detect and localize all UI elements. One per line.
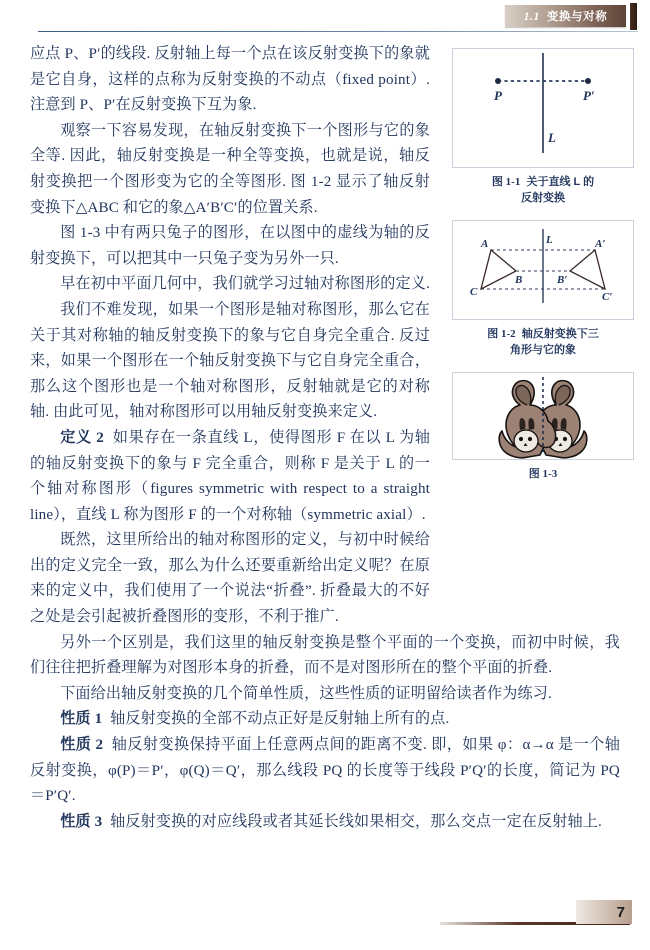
paragraph-1: 应点 P、P′的线段. 反射轴上每一个点在该反射变换下的象就是它自身，这样的点称为反射变换的不动点（fixed point）. 注意到 P、P′在反射变换下互为象.	[30, 46, 430, 114]
figure-1-1-id: 图 1-1	[491, 176, 521, 188]
paragraph-8: 另外一个区别是，我们这里的轴反射变换是整个平面的一个变换，而初中时候，我们往往把折叠理解为对图形本身的折叠，而不是对图形所在的整个平面的折叠.	[30, 634, 620, 677]
figure-1-2-label-c: C	[470, 286, 478, 298]
figure-1-1-caption-line2: 反射变换	[521, 192, 565, 204]
property-3-label: 性质 3	[60, 813, 103, 830]
page-number-chip	[576, 900, 632, 924]
figure-1-2-label-a: A	[481, 238, 489, 250]
figure-1-3-id: 图 1-3	[528, 468, 558, 480]
paragraph-9: 下面给出轴反射变换的几个简单性质，这些性质的证明留给读者作为练习.	[60, 685, 552, 702]
figure-1-2-label-a-prime: A′	[595, 238, 606, 250]
property-1-text: 轴反射变换的全部不动点正好是反射轴上所有的点.	[110, 711, 450, 728]
figure-1-2-label-axis: L	[546, 234, 553, 246]
figure-1-2-caption-line2: 角形与它的象	[510, 344, 576, 356]
figure-1-2-label-b-prime: B′	[557, 274, 568, 286]
property-2-label: 性质 2	[60, 737, 104, 754]
figure-1-2-caption-line1: 轴反射变换下三	[521, 328, 599, 340]
paragraph-3: 图 1-3 中有两只兔子的图形，在以图中的虚线为轴的反射变换下，可以把其中一只兔子变为另外一只.	[30, 225, 430, 267]
property-1-paragraph	[30, 707, 620, 733]
figure-1-1-label-p: P	[494, 88, 502, 103]
paragraph-7: 既然，这里所给出的轴对称图形的定义，与初中时候给出的定义完全一致，那么为什么还要重新给出定义呢？在原来的定义中，我们使用了一个说法“折叠”. 折叠最大的不好之处是会引起被折叠图形的变形，不利于推广.	[30, 532, 430, 626]
section-header-text	[524, 8, 608, 24]
section-header-chip	[505, 5, 626, 27]
property-2-text: 轴反射变换保持平面上任意两点间的距离不变. 即，如果 φ：α→α 是一个轴反射变换，φ(P)＝P′，φ(Q)＝Q′，那么线段 PQ 的长度等于线段 P′Q′的长度，简记为 PQ＝P′Q′.	[30, 737, 620, 805]
figure-1-1-label-axis: L	[548, 130, 556, 145]
section-title: 变换与对称	[546, 11, 608, 23]
section-number: 1.1	[523, 11, 540, 23]
property-3-text: 轴反射变换的对应线段或者其延长线如果相交，那么交点一定在反射轴上.	[110, 813, 602, 830]
property-2-paragraph	[30, 733, 620, 810]
paragraph-5: 我们不难发现，如果一个图形是轴对称图形，那么它在关于其对称轴的轴反射变换下的象与它自身完全重合. 反过来，如果一个图形在一个轴反射变换下与它自身完全重合，那么这个图形也是一个轴对称图形，反射轴就是它的对称轴. 由此可见，轴对称图形可以用轴反射变换来定义.	[30, 301, 430, 421]
header-rule	[38, 31, 638, 32]
paragraph-4: 早在初中平面几何中，我们就学习过轴对称图形的定义.	[60, 276, 430, 293]
figure-1-2-label-b: B	[515, 274, 523, 286]
page-number: 7	[616, 903, 625, 921]
definition-2-text: 如果存在一条直线 L，使得图形 F 在以 L 为轴的轴反射变换下的象与 F 完全重合，则称 F 是关于 L 的一个轴对称图形（figures symmetric with respect to a straight line），直线 L 称为图形 F 的一个对称轴（symmetric axial）.	[30, 429, 430, 523]
header-end-bar	[630, 3, 637, 30]
property-1-label: 性质 1	[60, 711, 103, 728]
figure-1-1-label-p-prime: P′	[583, 88, 595, 103]
definition-2-label: 定义 2	[60, 429, 104, 446]
paragraph-2: 观察一下容易发现，在轴反射变换下一个图形与它的象全等. 因此，轴反射变换是一种全等变换，也就是说，轴反射变换把一个图形变为它的全等图形. 图 1-2 显示了轴反射变换下△ABC 和它的象△A′B′C′的位置关系.	[30, 122, 430, 216]
page-header	[0, 0, 650, 40]
property-3-paragraph	[30, 810, 620, 836]
figure-1-2-id: 图 1-2	[487, 328, 516, 340]
page-footer	[0, 895, 650, 931]
definition-2-paragraph	[30, 426, 430, 528]
article-body	[30, 42, 620, 835]
figure-1-1-caption-line1: 关于直线 L 的	[526, 176, 595, 188]
figure-1-2-label-c-prime: C′	[602, 291, 613, 303]
